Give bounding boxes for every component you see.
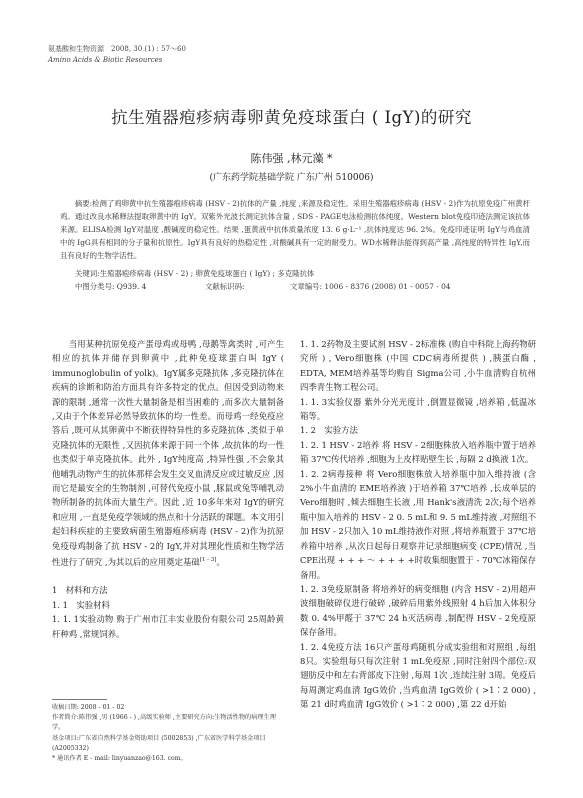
paragraph-1-1-2: 1. 1. 2药物及主要试剂 HSV - 2标准株 (购自中科院上海药物研究所 ) , Vero细胞株 (中国 CDC病毒所提供 ) ,胰蛋白酶 , EDTA, MEM培养基等均购自 Sigma公司 ,小牛血清购自杭州四季青生物工程公司。 (300, 339, 536, 393)
clc-number: 中图分类号: Q939. 4 (75, 282, 147, 291)
paragraph-1-2-2: 1. 2. 2病毒接种 将 Vero细胞株放入培养瓶中加入维持液 (含 2%小牛血清的 EME培养液 )于培养箱 37℃培养 ,长成单层的 Vero细胞时 ,倾去细胞生长液 ,用 Hank's液清洗 2次;每个培养瓶中加入培养的 HSV - 2 0. 5 mL和 9. 5 mL维持液 ,对照组不加 HSV - 2只加入 10 mL维持液作对照 ,将培养瓶置于 37℃培养箱中培养 ,从次日起每日观察并记录细胞病变 (CPE)情况 ,当 CPE出现 + + + ～ + + + +时收集细胞置于 - 70℃冰箱保存备用。 (300, 468, 536, 580)
footnote-divider (52, 699, 107, 700)
funding: 基金项目:广东省自然科学基金资助项目 (5002853) ,广东省医学科学基金项目 (A2005332) (52, 734, 266, 752)
abstract-text: 摘要:检测了鸡卵黄中抗生殖器疱疹病毒 (HSV - 2)抗体的产量 ,纯度 ,来源及稳定性。采用生殖器疱疹病毒 (HSV - 2)作为抗原免疫广州黄杆鸡。通过改良水稀释法提取卵黄中的 IgY。双紫外光波长测定抗体含量 , SDS - PAGE电泳检测抗体纯度。Western blot免疫印迹法测定该抗体来源。ELISA检测 IgY对温度 ,酸碱度的稳定性。结果 ,蛋黄液中抗体质量浓度 13. 6 g·L⁻¹ ,抗体纯度达 96. 2%。免疫印迹证明 IgY与鸡血清中的 IgG具有相同的分子量和抗原性。IgY具有良好的热稳定性 ,对酸碱具有一定的耐受力。WD水稀释法能得到高产量 ,高纯度的特异性 IgY,而且有良好的生物学活性。 (60, 199, 530, 260)
corresponding-author: * 通讯作者 E - mail: linyuanzao@163. com。 (52, 755, 187, 763)
section-heading-1-1: 1. 1 实验材料 (52, 599, 110, 610)
journal-english-name: Amino Acids & Biotic Resources (48, 56, 163, 64)
article-number: 文章编号: 1006 - 8376 (2008) 01 - 0057 - 04 (290, 282, 451, 291)
abstract (60, 197, 530, 262)
intro-end: 。 (216, 556, 225, 567)
paragraph-1-2-3: 1. 2. 3免疫原制备 将培养好的病变细胞 (内含 HSV - 2)用超声波细胞破碎仪进行破碎 ,破碎后用紫外线照射 4 h后加入体积分数 0. 4%甲醛于 37℃ 24 h灭活病毒 ,制配得 HSV - 2免疫原保存备用。 (300, 583, 536, 638)
right-column (300, 337, 536, 712)
intro-paragraph (52, 337, 284, 569)
received-date: 收稿日期: 2008 - 01 - 02 (52, 704, 125, 711)
left-column (52, 337, 284, 641)
paragraph-1-1-1: 1. 1. 1实验动物 购于广州市江丰实业股份有限公司 25周龄黄杆种鸡 ,常规饲养。 (52, 614, 284, 639)
journal-header (48, 44, 186, 66)
author-bio: 作者简介:陈伟强 ,男 (1966 - ) ,高级实验师 ,主要研究方向:生物活性物的病理生理学。 (52, 714, 276, 732)
section-heading-1: 1 材料和方法 (52, 585, 108, 596)
affiliation: (广东药学院基础学院 广东广州 510006) (209, 173, 374, 183)
paragraph-1-1-3: 1. 1. 3实验仪器 紫外分光光度计 ,倒置显微镜 ,培养箱 ,低温冰箱等。 (300, 396, 536, 422)
intro-citation: [1 - 3] (199, 557, 217, 564)
authors: 陈伟强 ,林元藻 * (250, 152, 333, 165)
journal-citation: 氨基酸和生物资源 2008, 30 (1) : 57～60 (48, 45, 186, 53)
paragraph-1-2-4: 1. 2. 4免疫方法 16只产蛋母鸡随机分成实验组和对照组 ,每组 8只。实验组每只每次注射 1 mL免疫原 ,同时注射四个部位:双翅肪反中和左右背部皮下注射 ,每周 1次 ,连续注射 3周。免疫后每周测定鸡血清 IgG效价 ,当鸡血清 IgG效价 ( >1∶2 000) ,第 21 d时鸡血清 IgG效价 ( >1∶2 000) ,第 22 d开始 (300, 641, 537, 710)
paper-title: 抗生殖器疱疹病毒卵黄免疫球蛋白 ( IgY)的研究 (111, 108, 472, 127)
section-heading-1-2: 1. 2 实验方法 (300, 425, 358, 436)
paragraph-1-2-1: 1. 2. 1 HSV - 2培养 将 HSV - 2细胞株放入培养瓶中置于培养箱 37℃传代培养 ,细胞为上皮样贴壁生长 ,每隔 2 d换液 1次。 (300, 439, 536, 465)
footnote (52, 703, 287, 764)
intro-text: 当用某种抗原免疫产蛋母鸡或母鸭 ,母鹅等禽类时 ,可产生相应的抗体并储存到卵黄中 ,此种免疫球蛋白叫 IgY ( immunoglobulin of yolk)。IgY属多克隆抗体 ,多克隆抗体在疾病的诊断和防治方面具有许多特定的优点。但因受到动物来源的限制 ,通常一次性大量制备是相当困难的 ,而多次大量制备 ,又由于个体差异必然导致抗体的均一性差。而母鸡一经免疫应答后 ,既可从其卵黄中不断获得特异性的多克隆抗体 ,类似于单克隆抗体的无限性 ,又因抗体来源于同一个体 ,故抗体的均一性也类似于单克隆抗体。此外 , IgY纯度高 ,特异性强 ,不会象其他哺乳动物产生的抗体那样会发生交叉血清反应或过敏反应 ,因而它是最安全的生物制剂 ,可替代免疫小鼠 ,豚鼠或兔等哺乳动物所制备的抗体而大量生产。因此 ,近 10多年来对 IgY的研究和应用 ,一直是免疫学领域的热点和十分活跃的课题。本文用引起妇科疾症的主要致病菌生殖器疱疹病毒 (HSV - 2)作为抗原免疫母鸡制备了抗 HSV - 2的 IgY,并对其理化性质和生物学活性进行了研究 ,为其以后的应用奠定基础 (52, 339, 284, 567)
document-code: 文献标识码: (205, 282, 245, 291)
keywords: 关键词:生殖器疱疹病毒 (HSV - 2) ; 卵黄免疫球蛋白 ( IgY) ; 多克隆抗体 (75, 269, 315, 278)
